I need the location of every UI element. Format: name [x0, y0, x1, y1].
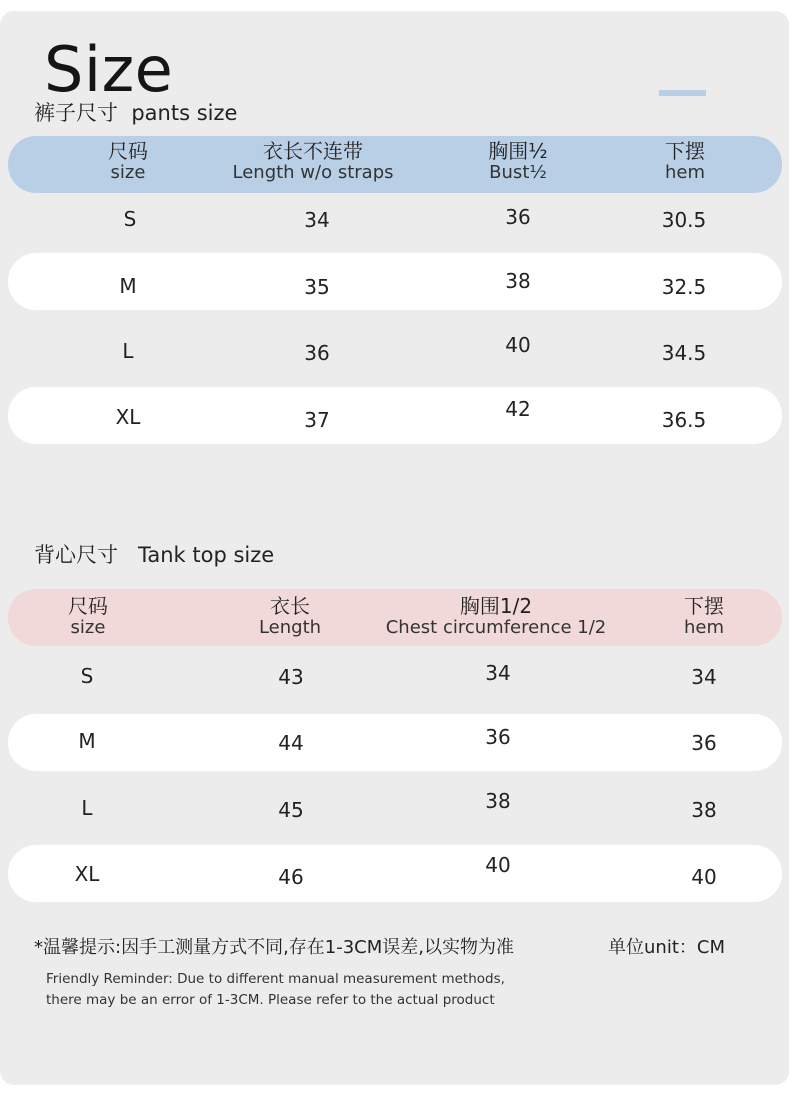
table-row	[8, 253, 782, 310]
length-cell: 36	[304, 341, 330, 365]
size-cell: S	[80, 664, 94, 688]
chest-cell: 36	[485, 725, 511, 749]
pants-header-row	[8, 136, 782, 193]
size-cell: M	[119, 274, 137, 298]
unit-label: 单位unit：CM	[608, 937, 725, 958]
table-row	[8, 189, 782, 246]
header-cn: 下摆	[665, 139, 705, 163]
page-title: Size	[44, 33, 174, 106]
tank-header-row	[8, 589, 782, 646]
table-row	[8, 646, 782, 703]
tank-section-title: 背心尺寸 Tank top size	[34, 543, 275, 567]
header-cn: 下摆	[684, 594, 724, 618]
bust-cell: 42	[505, 397, 531, 421]
table-row	[8, 778, 782, 835]
length-cell: 35	[304, 275, 330, 299]
hem-cell: 32.5	[661, 275, 707, 299]
size-cell: L	[122, 339, 134, 363]
header-cn: 尺码	[68, 594, 108, 618]
pants-header-hem	[665, 140, 705, 184]
reminder-en-line-1: Friendly Reminder: Due to different manual measurement methods,	[46, 971, 505, 987]
bust-cell: 36	[505, 205, 531, 229]
header-cn: 尺码	[108, 139, 148, 163]
table-row	[8, 321, 782, 378]
pants-header-bust	[488, 140, 547, 184]
tank-header-length	[259, 595, 321, 639]
table-row	[8, 714, 782, 771]
header-en: Bust½	[489, 162, 547, 183]
pants-section-title: 裤子尺寸 pants size	[34, 101, 238, 125]
table-row	[8, 387, 782, 444]
header-en: Chest circumference 1/2	[385, 617, 607, 638]
header-en: Length	[258, 617, 322, 638]
header-en: hem	[664, 162, 706, 183]
length-cell: 46	[278, 865, 304, 889]
header-cn: 衣长不连带	[263, 139, 363, 163]
hem-cell: 34	[691, 665, 717, 689]
tank-header-hem	[684, 595, 724, 639]
header-cn: 胸围1/2	[459, 594, 533, 618]
header-cn: 衣长	[270, 594, 310, 618]
hem-cell: 40	[691, 865, 717, 889]
pants-header-length	[233, 140, 394, 184]
length-cell: 34	[304, 208, 330, 232]
header-cn: 胸围½	[488, 139, 548, 163]
length-cell: 37	[304, 408, 330, 432]
tank-header-size	[68, 595, 108, 639]
hem-cell: 34.5	[661, 341, 707, 365]
size-cell: XL	[115, 405, 141, 429]
size-chart-panel	[0, 11, 789, 1085]
table-row	[8, 845, 782, 902]
accent-bar	[659, 90, 706, 96]
length-cell: 45	[278, 798, 304, 822]
header-en: size	[110, 162, 146, 183]
header-en: size	[70, 617, 106, 638]
size-cell: L	[81, 796, 93, 820]
size-cell: M	[78, 729, 96, 753]
header-en: Length w/o straps	[232, 162, 394, 183]
pants-header-size	[108, 140, 148, 184]
hem-cell: 30.5	[661, 208, 707, 232]
chest-cell: 38	[485, 789, 511, 813]
hem-cell: 38	[691, 798, 717, 822]
bust-cell: 40	[505, 333, 531, 357]
length-cell: 43	[278, 665, 304, 689]
chest-cell: 34	[485, 661, 511, 685]
size-cell: XL	[74, 862, 100, 886]
reminder-en-line-2: there may be an error of 1-3CM. Please refer to the actual product	[46, 992, 495, 1008]
size-cell: S	[123, 207, 137, 231]
bust-cell: 38	[505, 269, 531, 293]
tank-header-chest	[386, 595, 607, 639]
length-cell: 44	[278, 731, 304, 755]
header-en: hem	[683, 617, 725, 638]
hem-cell: 36.5	[661, 408, 707, 432]
chest-cell: 40	[485, 853, 511, 877]
reminder-cn: *温馨提示:因手工测量方式不同,存在1-3CM误差,以实物为准	[34, 937, 515, 958]
hem-cell: 36	[691, 731, 717, 755]
